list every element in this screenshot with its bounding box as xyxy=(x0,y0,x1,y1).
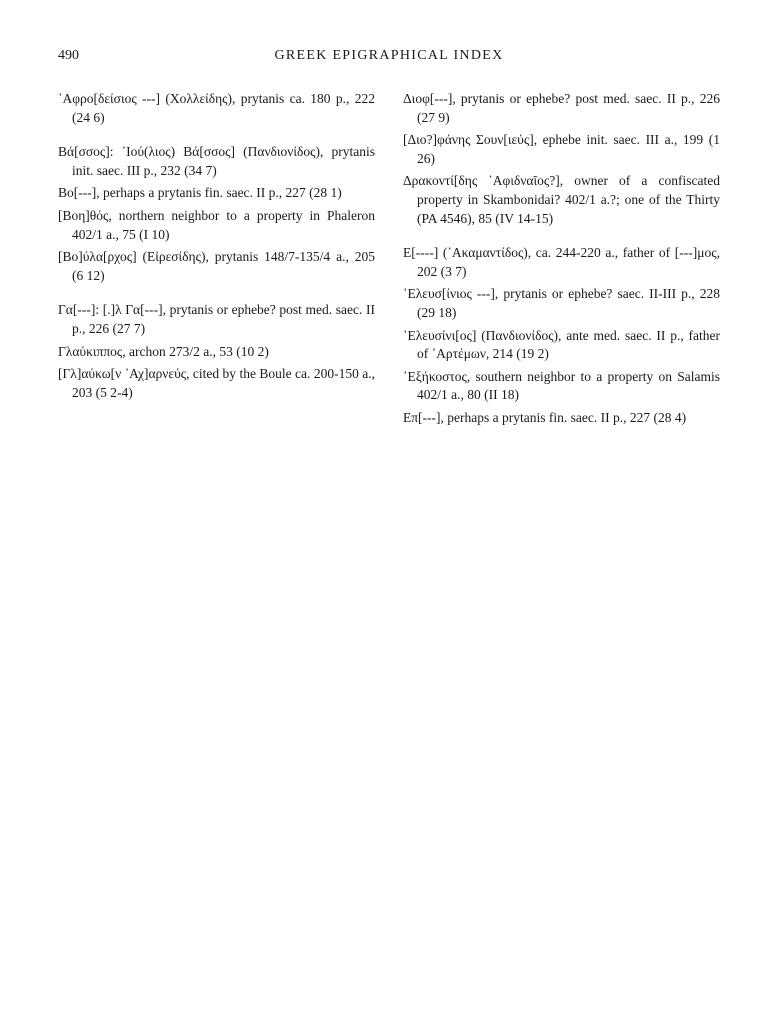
index-entry: [Γλ]αύκω[ν ᾽Αχ]αρνεύς, cited by the Boule ca. 200-150 a., 203 (5 2-4) xyxy=(58,366,375,400)
page-header xyxy=(58,48,720,72)
running-head: GREEK EPIGRAPHICAL INDEX xyxy=(274,48,504,63)
index-entry: Επ[---], perhaps a prytanis fin. saec. II p., 227 (28 4) xyxy=(403,409,687,425)
index-entry: [Διο?]φάνης Σουν[ιεύς], ephebe init. saec. III a., 199 (1 26) xyxy=(403,132,720,166)
left-column xyxy=(58,90,375,406)
index-entry: [Βο]ύλα[ρχος] (Εἰρεσίδης), prytanis 148/7-135/4 a., 205 (6 12) xyxy=(58,249,375,283)
index-entry: ᾽Ελευσίνι[ος] (Πανδιονίδος), ante med. saec. II p., father of ᾽Αρτέμων, 214 (19 2) xyxy=(403,327,720,362)
index-entry: ᾽Εξήκοστος, southern neighbor to a property on Salamis 402/1 a., 80 (II 18) xyxy=(403,368,720,403)
index-entry: Δρακοντί[δης ᾽Αφιδναῖος?], owner of a confiscated property in Skambonidai? 402/1 a.?; one of the Thirty (PA 4546), 85 (IV 14-15) xyxy=(403,173,720,226)
index-entry: Γλαύκιππος, archon 273/2 a., 53 (10 2) xyxy=(58,343,269,359)
index-columns xyxy=(58,90,720,990)
index-entry: Βά[σσος]: ᾽Ιού(λιος) Βά[σσος] (Πανδιονίδος), prytanis init. saec. III p., 232 (34 7) xyxy=(58,144,375,178)
index-entry: Ε[----] (᾽Ακαμαντίδος), ca. 244-220 a., father of [---]μος, 202 (3 7) xyxy=(403,245,720,279)
index-page xyxy=(58,48,720,998)
index-entry: Βο[---], perhaps a prytanis fin. saec. II p., 227 (28 1) xyxy=(58,185,342,201)
index-entry: Διοφ[---], prytanis or ephebe? post med. saec. II p., 226 (27 9) xyxy=(403,91,720,125)
index-entry: Γα[---]: [.]λ Γα[---], prytanis or ephebe? post med. saec. II p., 226 (27 7) xyxy=(58,302,375,336)
index-entry: [Βοη]θός, northern neighbor to a property in Phaleron 402/1 a., 75 (I 10) xyxy=(58,207,375,242)
index-entry: ᾽Αφρο[δείσιος ---] (Χολλείδης), prytanis ca. 180 p., 222 (24 6) xyxy=(58,91,375,125)
index-entry: ᾽Ελευσ[ίνιος ---], prytanis or ephebe? saec. II-III p., 228 (29 18) xyxy=(403,286,720,320)
page-number: 490 xyxy=(58,48,79,63)
right-column xyxy=(403,90,720,432)
